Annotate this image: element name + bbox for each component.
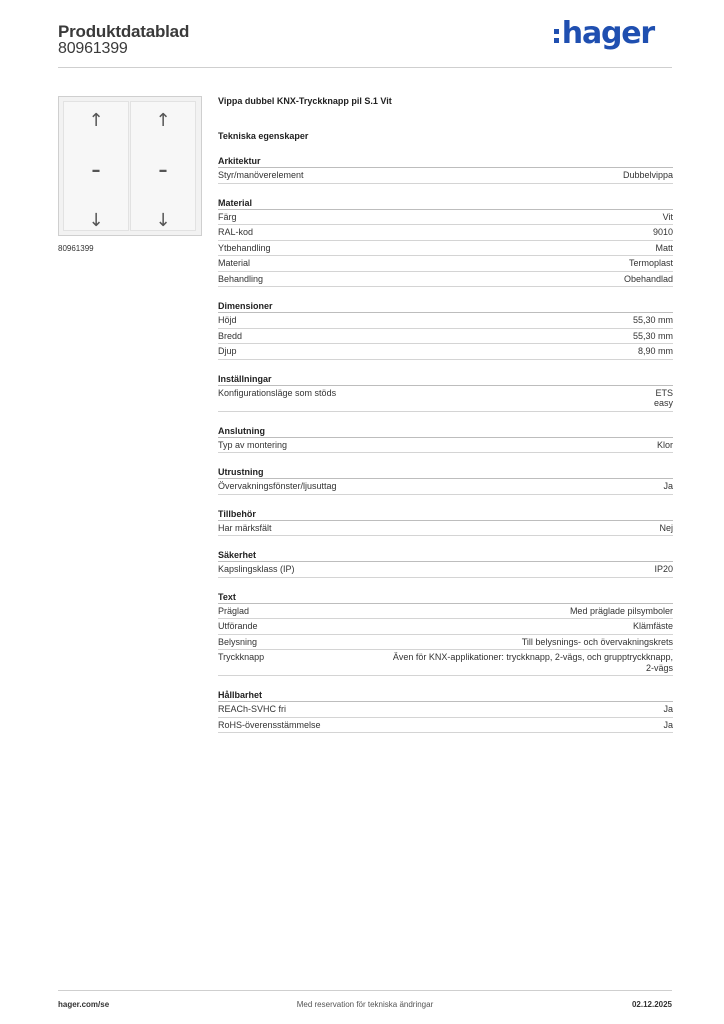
spec-label: Behandling [218, 273, 264, 284]
spec-label: Konfigurationsläge som stöds [218, 387, 337, 398]
dash-icon: – [158, 160, 168, 181]
spec-label: Material [218, 258, 251, 268]
spec-value: Matt [655, 242, 673, 253]
left-rocker [63, 101, 129, 231]
spec-section [218, 374, 673, 412]
spec-value: Ja [663, 481, 673, 491]
spec-row [218, 718, 673, 734]
spec-section [218, 467, 673, 495]
spec-label: Färg [218, 211, 237, 222]
spec-value: Ja [663, 719, 673, 730]
specs-heading: Tekniska egenskaper [218, 131, 309, 141]
spec-content [218, 96, 673, 733]
section-title: Inställningar [218, 374, 673, 386]
spec-value: Vit [662, 211, 673, 222]
spec-row [218, 256, 673, 272]
arrow-up-icon: ↑ [88, 110, 104, 131]
spec-label: RAL-kod [218, 227, 254, 237]
right-rocker [130, 101, 196, 231]
spec-row [218, 313, 673, 329]
spec-value: 55,30 mm [632, 315, 673, 325]
section-title: Material [218, 198, 673, 210]
spec-row [218, 210, 673, 226]
spec-value: 8,90 mm [637, 346, 673, 356]
section-title: Hållbarhet [218, 690, 673, 702]
spec-label: RoHS-överensstämmelse [218, 719, 321, 730]
arrow-up-icon: ↑ [155, 110, 171, 131]
spec-section [218, 198, 673, 288]
spec-row [218, 650, 673, 676]
spec-label: Präglad [218, 605, 250, 616]
spec-section [218, 301, 673, 360]
footer-date: 02.12.2025 [631, 1000, 672, 1009]
product-image [58, 96, 202, 236]
logo-dots-icon [554, 29, 559, 43]
section-title: Utrustning [218, 467, 673, 479]
spec-value: Obehandlad [623, 273, 673, 284]
spec-label: Typ av montering [218, 439, 288, 450]
hager-logo [554, 16, 654, 51]
section-title: Arkitektur [218, 156, 673, 168]
spec-value: Även för KNX-applikationer: tryckknapp, 2-vägs, och grupptryckknapp, 2-vägs [392, 652, 673, 673]
section-title: Tillbehör [218, 509, 673, 521]
spec-value: Klor [656, 439, 673, 450]
section-title: Säkerhet [218, 550, 673, 562]
section-title: Text [218, 592, 673, 604]
arrow-down-icon: ↓ [155, 210, 171, 231]
spec-value: 9010 [652, 227, 673, 237]
page-header [58, 16, 672, 68]
spec-section [218, 156, 673, 184]
section-title: Dimensioner [218, 301, 673, 313]
spec-label: Ytbehandling [218, 242, 271, 253]
spec-value: Klämfäste [632, 621, 673, 631]
spec-section [218, 550, 673, 578]
spec-row [218, 344, 673, 360]
spec-row [218, 702, 673, 718]
spec-row [218, 604, 673, 620]
image-caption: 80961399 [58, 244, 94, 253]
spec-row [218, 386, 673, 412]
spec-row [218, 241, 673, 257]
spec-row [218, 329, 673, 345]
spec-section [218, 509, 673, 537]
spec-row [218, 225, 673, 241]
spec-label: Bredd [218, 330, 243, 341]
spec-row [218, 438, 673, 454]
spec-value: IP20 [654, 564, 673, 574]
document-number: 80961399 [58, 40, 128, 57]
spec-row [218, 562, 673, 578]
spec-row [218, 635, 673, 651]
spec-value: 55,30 mm [632, 330, 673, 341]
footer-disclaimer: Med reservation för tekniska ändringar [296, 1000, 434, 1009]
spec-value: Till belysnings- och övervakningskrets [521, 636, 673, 647]
spec-label: Utförande [218, 621, 258, 631]
spec-value: Termoplast [628, 258, 673, 268]
spec-label: Kapslingsklass (IP) [218, 564, 295, 574]
arrow-down-icon: ↓ [88, 210, 104, 231]
spec-sections [218, 156, 673, 733]
spec-label: REACh-SVHC fri [218, 704, 287, 714]
spec-value: Med präglade pilsymboler [569, 605, 673, 616]
spec-label: Djup [218, 346, 237, 356]
footer-website: hager.com/se [58, 1000, 110, 1009]
spec-row [218, 619, 673, 635]
spec-row [218, 168, 673, 184]
spec-value: Dubbelvippa [622, 170, 673, 180]
spec-section [218, 690, 673, 733]
spec-label: Belysning [218, 636, 258, 647]
spec-label: Höjd [218, 315, 237, 325]
spec-label: Har märksfält [218, 522, 272, 533]
dash-icon: – [91, 160, 101, 181]
spec-value: Nej [659, 522, 673, 533]
spec-label: Styr/manöverelement [218, 170, 304, 180]
logo-text: hager [561, 16, 654, 51]
page-footer [58, 990, 672, 1014]
spec-section [218, 592, 673, 677]
document-title: Produktdatablad [58, 22, 190, 41]
spec-label: Övervakningsfönster/ljusuttag [218, 481, 337, 491]
spec-row [218, 272, 673, 288]
section-title: Anslutning [218, 426, 673, 438]
spec-row [218, 479, 673, 495]
spec-value: ETS easy [653, 387, 673, 408]
spec-row [218, 521, 673, 537]
spec-section [218, 426, 673, 454]
spec-value: Ja [663, 704, 673, 714]
spec-label: Tryckknapp [218, 652, 265, 662]
product-name: Vippa dubbel KNX-Tryckknapp pil S.1 Vit [218, 96, 392, 106]
